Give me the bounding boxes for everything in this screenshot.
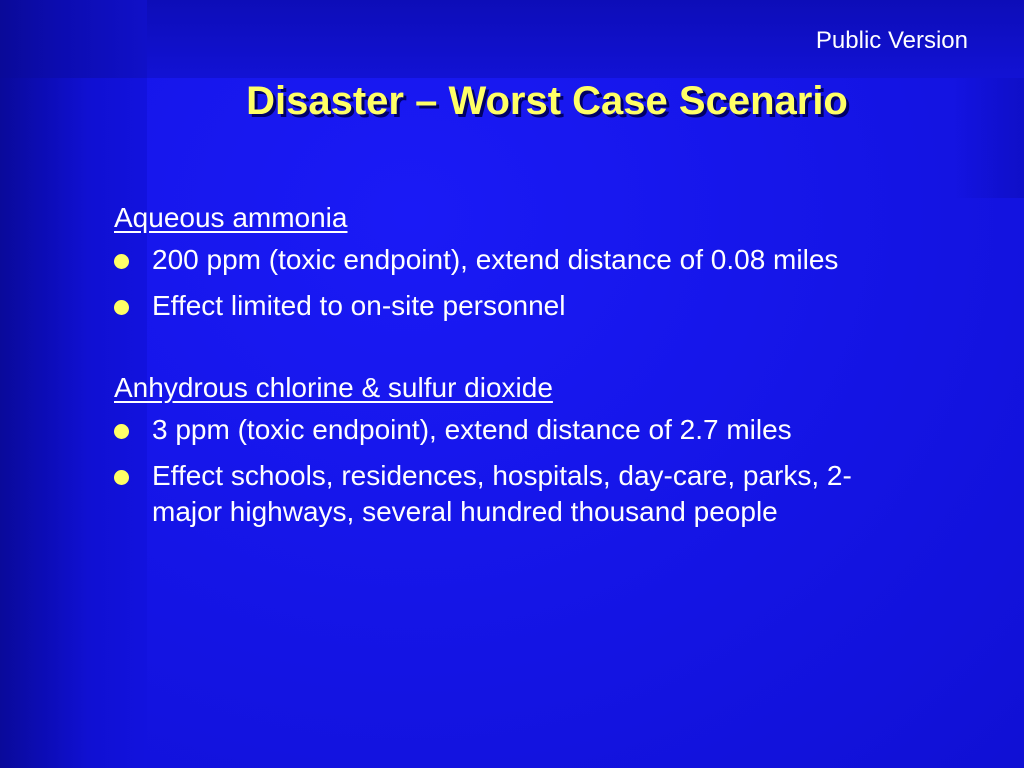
bullet-item xyxy=(114,412,914,448)
section-chlorine-sulfur-dioxide xyxy=(114,370,914,530)
section-spacer xyxy=(114,334,914,370)
bullet-text: Effect limited to on-site personnel xyxy=(152,290,566,321)
background-panel-left-top xyxy=(0,0,147,78)
bullet-dot-icon xyxy=(114,300,129,315)
section-aqueous-ammonia xyxy=(114,200,914,324)
bullet-text: Effect schools, residences, hospitals, day-care, parks, 2-major highways, several hundred thousand people xyxy=(152,460,852,527)
section-heading: Aqueous ammonia xyxy=(114,202,348,233)
bullet-list xyxy=(114,242,914,324)
bullet-item xyxy=(114,458,914,530)
bullet-dot-icon xyxy=(114,254,129,269)
bullet-item xyxy=(114,242,914,278)
bullet-dot-icon xyxy=(114,470,129,485)
slide-title: Disaster – Worst Case Scenario xyxy=(246,79,848,123)
bullet-list xyxy=(114,412,914,530)
section-heading: Anhydrous chlorine & sulfur dioxide xyxy=(114,372,553,403)
bullet-dot-icon xyxy=(114,424,129,439)
bullet-text: 200 ppm (toxic endpoint), extend distance of 0.08 miles xyxy=(152,244,839,275)
slide-content xyxy=(114,200,914,540)
version-label: Public Version xyxy=(815,27,968,54)
bullet-text: 3 ppm (toxic endpoint), extend distance of 2.7 miles xyxy=(152,414,792,445)
bullet-item xyxy=(114,288,914,324)
